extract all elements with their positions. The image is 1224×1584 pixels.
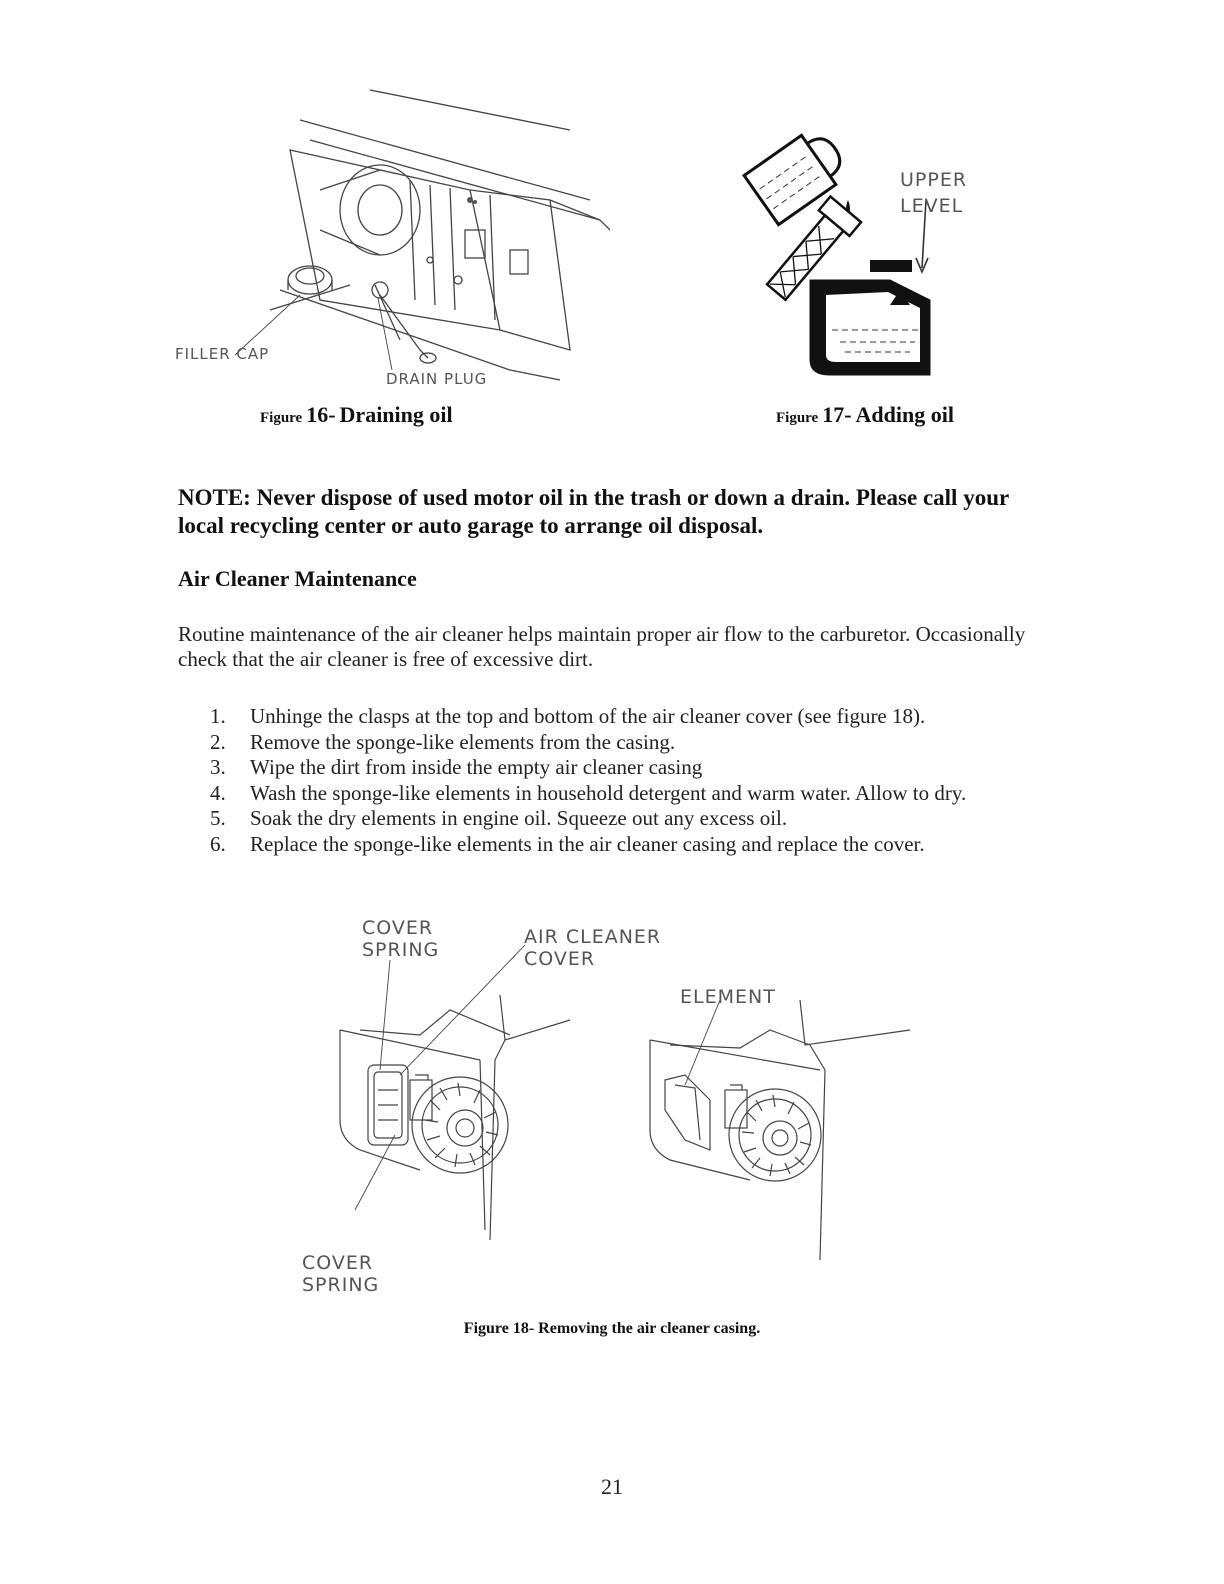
figure-17-caption-text: Adding oil (855, 402, 954, 427)
figure-18-right-drawing (640, 990, 920, 1270)
step-item (210, 806, 1050, 832)
figure-17-drawing (750, 130, 950, 380)
step-item (210, 755, 1050, 781)
figure-17-caption (776, 402, 954, 428)
air-cleaner-cover-label-2: COVER (524, 948, 596, 970)
step-number: 2. (210, 729, 226, 754)
maintenance-steps (210, 704, 1050, 857)
step-number: 5. (210, 806, 226, 830)
step-text: Replace the sponge-like elements in the air cleaner casing and replace the cover. (250, 831, 925, 856)
figure-18-left-drawing (330, 960, 580, 1260)
figure-16-caption (260, 402, 453, 428)
step-item (210, 704, 1050, 730)
step-text: Soak the dry elements in engine oil. Squeeze out any excess oil. (250, 806, 788, 830)
step-text: Unhinge the clasps at the top and bottom of the air cleaner cover (see figure 18). (250, 704, 926, 728)
level-label: LEVEL (900, 195, 964, 217)
step-text: Wash the sponge-like elements in household detergent and warm water. Allow to dry. (250, 780, 967, 805)
step-item (210, 730, 1050, 756)
figure-16-drawing (170, 80, 630, 380)
figure-18-caption: Figure 18- Removing the air cleaner casing. (463, 1320, 761, 1337)
intro-paragraph: Routine maintenance of the air cleaner helps maintain proper air flow to the carburetor. Occasionally check that the air cleaner is free of excessive dirt. (178, 622, 1026, 671)
figure-16-caption-text: Draining oil (339, 402, 453, 427)
drain-plug-label: DRAIN PLUG (386, 370, 488, 388)
step-number: 6. (210, 831, 226, 856)
step-number: 4. (210, 780, 226, 805)
figure-17-caption-prefix: Figure (776, 410, 819, 426)
air-cleaner-cover-label-1: AIR CLEANER (524, 926, 662, 948)
figure-17-caption-number: 17- (822, 402, 852, 427)
step-item (210, 781, 1050, 807)
cover-spring-bottom-label-2: SPRING (302, 1274, 380, 1296)
step-number: 1. (210, 704, 226, 728)
cover-spring-top-label-2: SPRING (362, 939, 440, 961)
step-number: 3. (210, 755, 226, 779)
oil-disposal-note: NOTE: Never dispose of used motor oil in the trash or down a drain. Please call your local recycling center or auto garage to arrange oil disposal. (178, 485, 1009, 538)
step-text: Remove the sponge-like elements from the casing. (250, 729, 676, 754)
cover-spring-top-label-1: COVER (362, 917, 434, 939)
upper-label: UPPER (900, 169, 968, 191)
filler-cap-label: FILLER CAP (175, 345, 270, 363)
figure-16-caption-prefix: Figure (260, 410, 303, 426)
page-number: 21 (601, 1474, 623, 1499)
cover-spring-bottom-label-1: COVER (302, 1252, 374, 1274)
element-label: ELEMENT (680, 986, 776, 1008)
figure-16-caption-number: 16- (306, 402, 336, 427)
section-heading: Air Cleaner Maintenance (178, 566, 417, 591)
step-item (210, 832, 1050, 858)
step-text: Wipe the dirt from inside the empty air cleaner casing (250, 755, 703, 779)
